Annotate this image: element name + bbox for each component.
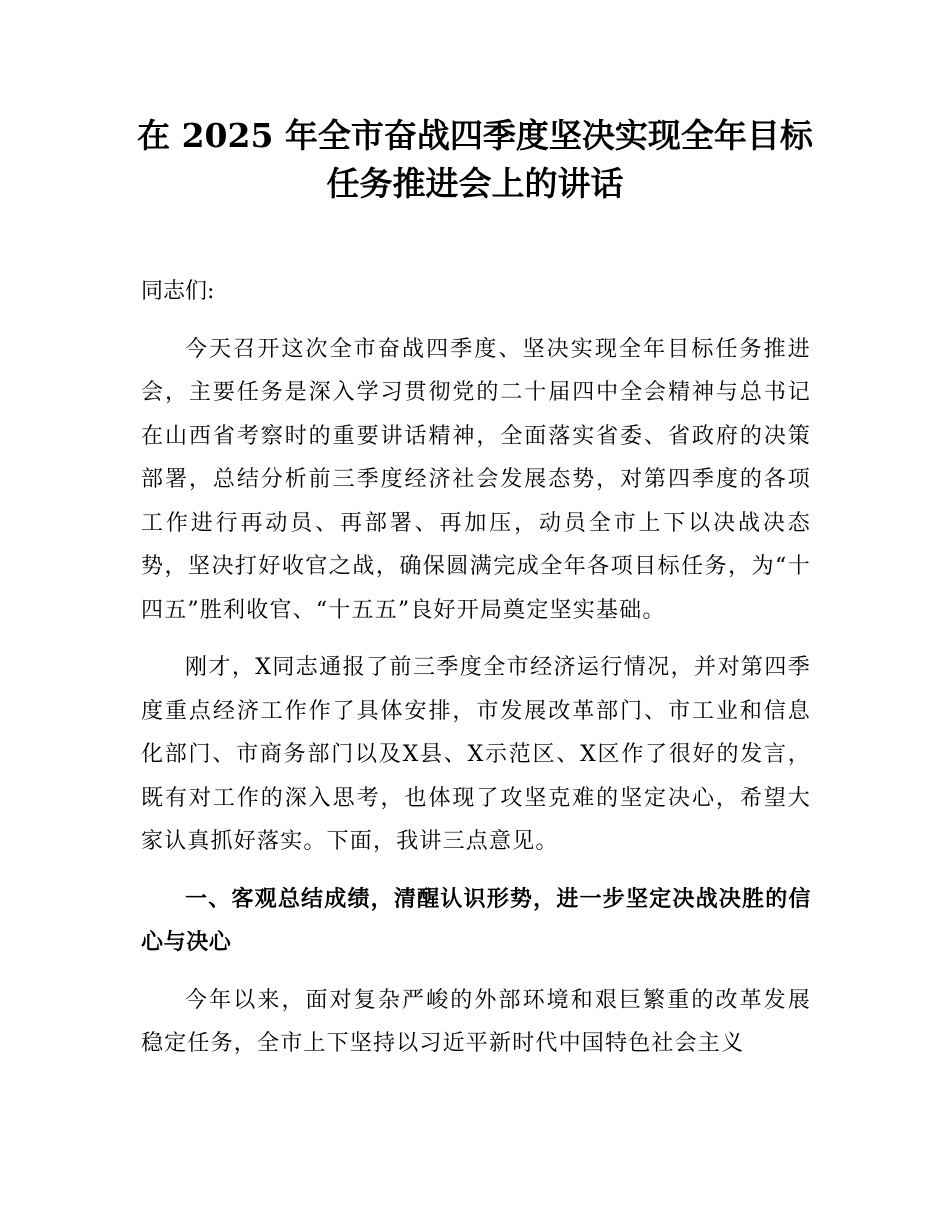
paragraph-section-1: 今年以来，面对复杂严峻的外部环境和艰巨繁重的改革发展稳定任务，全市上下坚持以习近平新时代中国特色社会主义 <box>141 987 811 1056</box>
document-body <box>141 270 811 1080</box>
title-line-2: 任务推进会上的讲话 <box>326 164 624 203</box>
paragraph-opening: 今天召开这次全市奋战四季度、坚决实现全年目标任务推进会，主要任务是深入学习贯彻党的二十届四中全会精神与总书记在山西省考察时的重要讲话精神，全面落实省委、省政府的决策部署，总结分析前三季度经济社会发展态势，对第四季度的各项工作进行再动员、再部署、再加压，动员全市上下以决战决态势，坚决打好收官之战，确保圆满完成全年各项目标任务，为“十四五”胜利收官、“十五五”良好开局奠定坚实基础。 <box>141 336 811 623</box>
section-heading-1: 一、客观总结成绩，清醒认识形势，进一步坚定决战决胜的信心与决心 <box>141 886 811 955</box>
title-line-1: 在 2025 年全市奋战四季度坚决实现全年目标 <box>137 116 813 155</box>
document-title <box>120 112 830 208</box>
salutation: 同志们: <box>141 279 215 304</box>
paragraph-review: 刚才，X同志通报了前三季度全市经济运行情况，并对第四季度重点经济工作作了具体安排，市发展改革部门、市工业和信息化部门、市商务部门以及X县、X示范区、X区作了很好的发言，既有对工作的深入思考，也体现了攻坚克难的坚定决心，希望大家认真抓好落实。下面，我讲三点意见。 <box>141 655 811 854</box>
